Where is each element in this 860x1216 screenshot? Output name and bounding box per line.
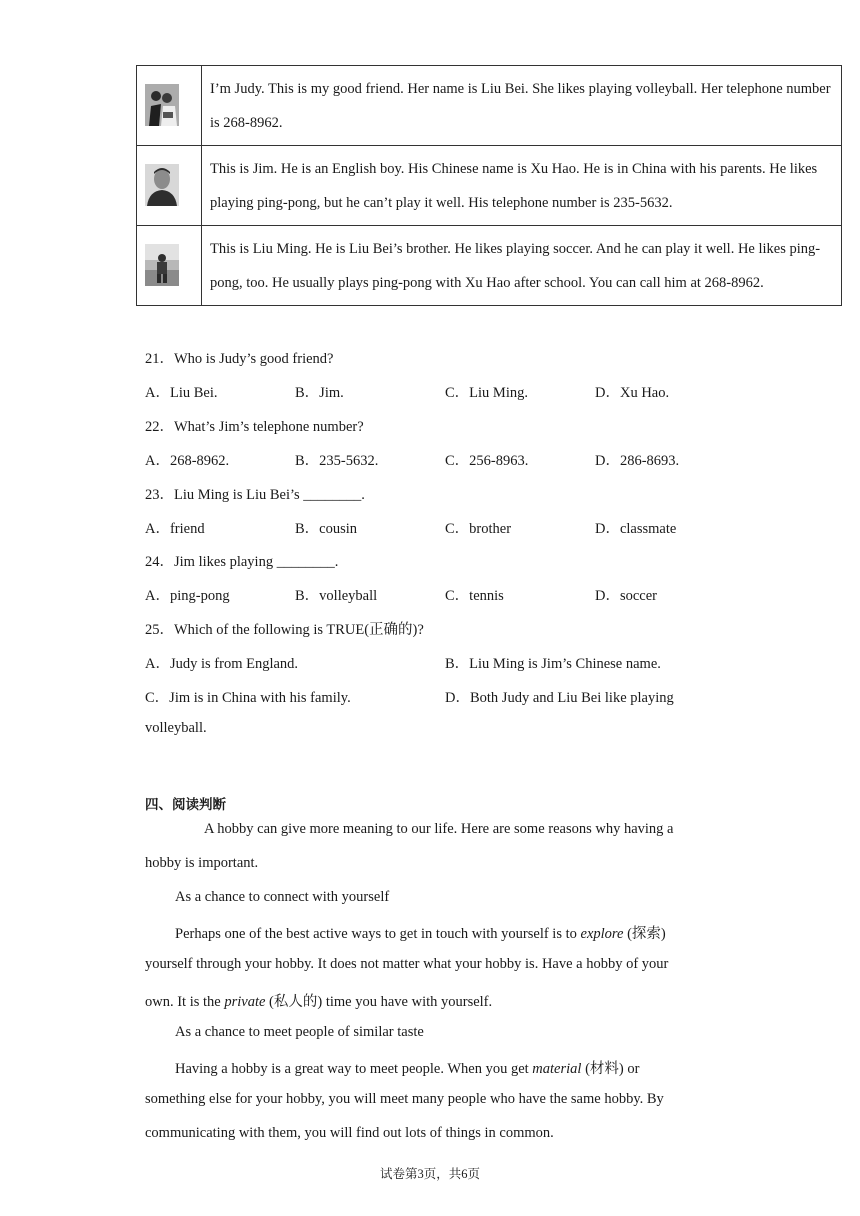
option-d[interactable]: D．Xu Hao. <box>595 385 670 401</box>
photo-cell <box>137 226 202 306</box>
subheading: As a chance to connect with yourself <box>175 889 390 905</box>
text-run: Having a hobby is a great way to meet people. When you get <box>175 1061 533 1077</box>
text-run: (探索) <box>623 926 666 942</box>
description-cell <box>202 146 842 226</box>
option-b[interactable]: B．cousin <box>295 521 358 537</box>
option-d[interactable]: D．Both Judy and Liu Bei like playing <box>445 690 674 706</box>
description-liuming: This is Liu Ming. He is Liu Bei’s brother. He likes playing soccer. And he can play it well. He likes ping-pong, too. He usually plays ping-pong with Xu Hao after school. You can call him at 268-8962. <box>210 241 821 291</box>
text-run: (私人的) time you have with yourself. <box>265 994 493 1010</box>
description-judy: I’m Judy. This is my good friend. Her name is Liu Bei. She likes playing volleyball. Her telephone number is 268-8962. <box>210 81 831 131</box>
text-run: Perhaps one of the best active ways to get in touch with yourself is to <box>175 926 581 942</box>
paragraph-line: A hobby can give more meaning to our life. Here are some reasons why having a <box>204 821 674 837</box>
option-a[interactable]: A．Judy is from England. <box>145 656 299 672</box>
italic-word: explore <box>580 926 624 942</box>
question-stem: 24．Jim likes playing ________. <box>145 554 339 570</box>
option-c[interactable]: C．256-8963. <box>445 453 529 469</box>
subheading: As a chance to meet people of similar taste <box>175 1024 424 1040</box>
question-stem: 25．Which of the following is TRUE(正确的)? <box>145 622 424 638</box>
page-footer: 试卷第3页，共6页 <box>379 1167 480 1181</box>
photo-cell <box>137 66 202 146</box>
table-row <box>137 226 842 306</box>
option-c[interactable]: C．brother <box>445 521 512 537</box>
jim-photo <box>145 164 179 206</box>
option-b[interactable]: B．volleyball <box>295 588 378 604</box>
text-run: own. It is the <box>145 994 225 1010</box>
table-row <box>137 66 842 146</box>
liuming-photo <box>145 244 179 286</box>
paragraph-line: hobby is important. <box>145 855 259 871</box>
judy-liubei-photo <box>145 84 179 126</box>
option-c[interactable]: C．Liu Ming. <box>445 385 528 401</box>
description-jim: This is Jim. He is an English boy. His Chinese name is Xu Hao. He is in China with his parents. He likes playing ping-pong, but he can’t play it well. His telephone number is 235-5632. <box>210 161 818 211</box>
option-b[interactable]: B．Liu Ming is Jim’s Chinese name. <box>445 656 661 672</box>
option-a[interactable]: A．ping-pong <box>145 588 230 604</box>
italic-word: private <box>224 994 266 1010</box>
info-table <box>136 65 842 306</box>
section-heading: 四、阅读判断 <box>145 797 226 813</box>
question-stem: 21．Who is Judy’s good friend? <box>145 351 334 367</box>
option-d[interactable]: D．classmate <box>595 521 677 537</box>
paragraph-line: something else for your hobby, you will meet many people who have the same hobby. By <box>145 1091 664 1107</box>
description-cell <box>202 226 842 306</box>
option-d[interactable]: D．soccer <box>595 588 658 604</box>
option-b[interactable]: B．235-5632. <box>295 453 379 469</box>
paragraph-line: communicating with them, you will find out lots of things in common. <box>145 1125 554 1141</box>
option-d-continuation: volleyball. <box>145 720 207 736</box>
question-stem: 22．What’s Jim’s telephone number? <box>145 419 364 435</box>
option-a[interactable]: A．268-8962. <box>145 453 230 469</box>
option-c[interactable]: C．Jim is in China with his family. <box>145 690 351 706</box>
option-a[interactable]: A．Liu Bei. <box>145 385 218 401</box>
paragraph-line: yourself through your hobby. It does not matter what your hobby is. Have a hobby of your <box>145 956 669 972</box>
paragraph-line <box>175 1057 639 1078</box>
option-c[interactable]: C．tennis <box>445 588 504 604</box>
paragraph-line <box>145 990 492 1011</box>
italic-word: material <box>532 1061 582 1077</box>
option-b[interactable]: B．Jim. <box>295 385 344 401</box>
option-a[interactable]: A．friend <box>145 521 205 537</box>
table-row <box>137 146 842 226</box>
photo-cell <box>137 146 202 226</box>
option-d[interactable]: D．286-8693. <box>595 453 680 469</box>
paragraph-line <box>175 922 666 943</box>
question-stem: 23．Liu Ming is Liu Bei’s ________. <box>145 487 365 503</box>
description-cell <box>202 66 842 146</box>
text-run: (材料) or <box>581 1061 640 1077</box>
